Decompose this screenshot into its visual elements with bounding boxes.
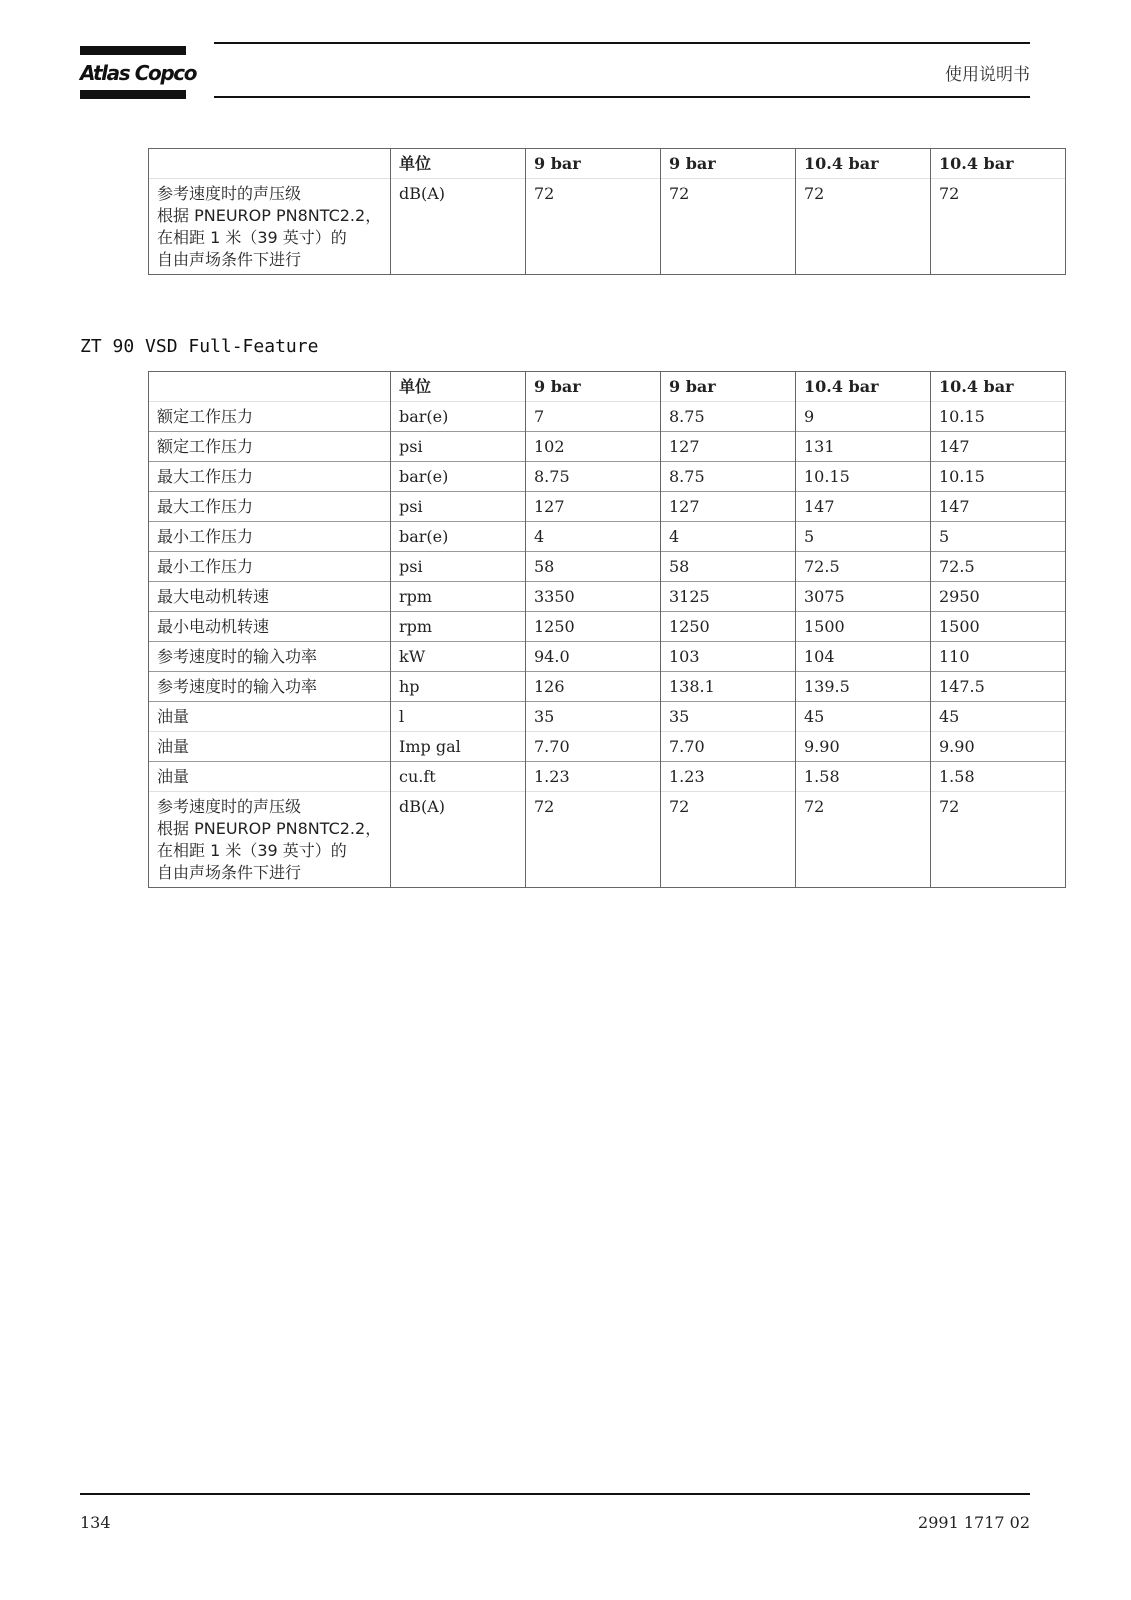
- document-number: 2991 1717 02: [918, 1513, 1030, 1532]
- row-value: 9.90: [931, 732, 1066, 762]
- row-value: 147.5: [931, 672, 1066, 702]
- table-row: [149, 462, 1066, 492]
- row-value: 1250: [526, 612, 661, 642]
- row-value: 103: [661, 642, 796, 672]
- page-number: 134: [80, 1513, 111, 1532]
- row-value: 5: [796, 522, 931, 552]
- row-value: 72: [931, 179, 1066, 275]
- row-value: 147: [931, 492, 1066, 522]
- row-label: 最大工作压力: [149, 462, 391, 492]
- header-cell-pressure: 9 bar: [661, 372, 796, 402]
- row-value: 3125: [661, 582, 796, 612]
- row-unit: dB(A): [391, 179, 526, 275]
- row-value: 131: [796, 432, 931, 462]
- row-value: 10.15: [931, 462, 1066, 492]
- row-value: 7: [526, 402, 661, 432]
- table-header-row: [149, 372, 1066, 402]
- header-cell-unit: 单位: [391, 372, 526, 402]
- row-value: 35: [661, 702, 796, 732]
- row-value: 1250: [661, 612, 796, 642]
- row-value: 9.90: [796, 732, 931, 762]
- table-row: [149, 582, 1066, 612]
- logo-wordmark: Atlas Copco: [80, 61, 197, 85]
- table-row: [149, 792, 1066, 888]
- row-label: 参考速度时的声压级 根据 PNEUROP PN8NTC2.2， 在相距 1 米（39 英寸）的 自由声场条件下进行: [149, 179, 391, 275]
- row-label: 最大工作压力: [149, 492, 391, 522]
- row-unit: bar(e): [391, 462, 526, 492]
- header-cell-pressure: 9 bar: [526, 372, 661, 402]
- row-unit: psi: [391, 432, 526, 462]
- header-cell-pressure: 9 bar: [661, 149, 796, 179]
- row-value: 138.1: [661, 672, 796, 702]
- table-row: [149, 672, 1066, 702]
- row-value: 8.75: [661, 402, 796, 432]
- atlas-copco-logo: [80, 46, 197, 100]
- row-value: 35: [526, 702, 661, 732]
- row-value: 1500: [931, 612, 1066, 642]
- row-value: 72: [661, 179, 796, 275]
- row-value: 127: [526, 492, 661, 522]
- table-row: [149, 732, 1066, 762]
- row-unit: psi: [391, 552, 526, 582]
- row-value: 147: [796, 492, 931, 522]
- row-value: 127: [661, 432, 796, 462]
- row-value: 72: [661, 792, 796, 888]
- row-unit: hp: [391, 672, 526, 702]
- table-row: [149, 702, 1066, 732]
- row-label: 最小工作压力: [149, 522, 391, 552]
- row-value: 94.0: [526, 642, 661, 672]
- row-label: 参考速度时的输入功率: [149, 672, 391, 702]
- row-value: 72: [796, 179, 931, 275]
- header-cell-pressure: 10.4 bar: [796, 149, 931, 179]
- header-cell-unit: 单位: [391, 149, 526, 179]
- row-value: 110: [931, 642, 1066, 672]
- row-value: 72.5: [931, 552, 1066, 582]
- table-row: [149, 522, 1066, 552]
- table-row: [149, 432, 1066, 462]
- row-value: 10.15: [931, 402, 1066, 432]
- row-label: 额定工作压力: [149, 402, 391, 432]
- row-value: 5: [931, 522, 1066, 552]
- row-value: 58: [526, 552, 661, 582]
- document-type-title: 使用说明书: [945, 65, 1030, 85]
- row-unit: kW: [391, 642, 526, 672]
- row-label: 油量: [149, 702, 391, 732]
- row-unit: cu.ft: [391, 762, 526, 792]
- row-value: 45: [931, 702, 1066, 732]
- row-value: 4: [526, 522, 661, 552]
- table-row: [149, 762, 1066, 792]
- section-title: ZT 90 VSD Full-Feature: [80, 336, 319, 357]
- row-value: 3350: [526, 582, 661, 612]
- row-value: 102: [526, 432, 661, 462]
- row-value: 7.70: [661, 732, 796, 762]
- row-value: 8.75: [661, 462, 796, 492]
- row-unit: rpm: [391, 612, 526, 642]
- table-row: [149, 492, 1066, 522]
- row-value: 147: [931, 432, 1066, 462]
- logo-bar-bottom: [80, 90, 186, 99]
- row-value: 8.75: [526, 462, 661, 492]
- row-label: 最大电动机转速: [149, 582, 391, 612]
- header-cell-pressure: 10.4 bar: [931, 372, 1066, 402]
- header-rule-top: [214, 42, 1030, 44]
- row-value: 1.58: [931, 762, 1066, 792]
- spec-table-previous-model: [148, 148, 1066, 275]
- row-unit: l: [391, 702, 526, 732]
- row-label: 最小电动机转速: [149, 612, 391, 642]
- row-value: 72: [526, 179, 661, 275]
- header-cell-pressure: 10.4 bar: [796, 372, 931, 402]
- row-value: 72: [796, 792, 931, 888]
- header-cell-blank: [149, 149, 391, 179]
- row-value: 127: [661, 492, 796, 522]
- table-row: [149, 402, 1066, 432]
- header-rule-bottom: [214, 96, 1030, 98]
- row-unit: Imp gal: [391, 732, 526, 762]
- table-row: [149, 552, 1066, 582]
- row-unit: rpm: [391, 582, 526, 612]
- row-value: 1500: [796, 612, 931, 642]
- row-value: 72: [526, 792, 661, 888]
- row-unit: bar(e): [391, 402, 526, 432]
- row-value: 45: [796, 702, 931, 732]
- row-unit: dB(A): [391, 792, 526, 888]
- row-label: 参考速度时的输入功率: [149, 642, 391, 672]
- header-cell-pressure: 9 bar: [526, 149, 661, 179]
- table-row: [149, 179, 1066, 275]
- row-value: 72: [931, 792, 1066, 888]
- header-cell-pressure: 10.4 bar: [931, 149, 1066, 179]
- row-value: 58: [661, 552, 796, 582]
- footer-rule: [80, 1493, 1030, 1495]
- row-value: 9: [796, 402, 931, 432]
- row-label: 油量: [149, 732, 391, 762]
- row-value: 126: [526, 672, 661, 702]
- row-value: 2950: [931, 582, 1066, 612]
- row-value: 1.23: [661, 762, 796, 792]
- row-label: 油量: [149, 762, 391, 792]
- row-value: 139.5: [796, 672, 931, 702]
- row-value: 1.23: [526, 762, 661, 792]
- table-row: [149, 612, 1066, 642]
- table-row: [149, 642, 1066, 672]
- row-value: 7.70: [526, 732, 661, 762]
- row-value: 1.58: [796, 762, 931, 792]
- row-value: 72.5: [796, 552, 931, 582]
- row-unit: bar(e): [391, 522, 526, 552]
- spec-table-zt90-vsd-ff: [148, 371, 1066, 888]
- row-label: 额定工作压力: [149, 432, 391, 462]
- row-label: 参考速度时的声压级 根据 PNEUROP PN8NTC2.2， 在相距 1 米（39 英寸）的 自由声场条件下进行: [149, 792, 391, 888]
- row-value: 10.15: [796, 462, 931, 492]
- logo-bar-top: [80, 46, 186, 55]
- row-label: 最小工作压力: [149, 552, 391, 582]
- row-value: 4: [661, 522, 796, 552]
- table-header-row: [149, 149, 1066, 179]
- row-unit: psi: [391, 492, 526, 522]
- row-value: 3075: [796, 582, 931, 612]
- row-value: 104: [796, 642, 931, 672]
- header-cell-blank: [149, 372, 391, 402]
